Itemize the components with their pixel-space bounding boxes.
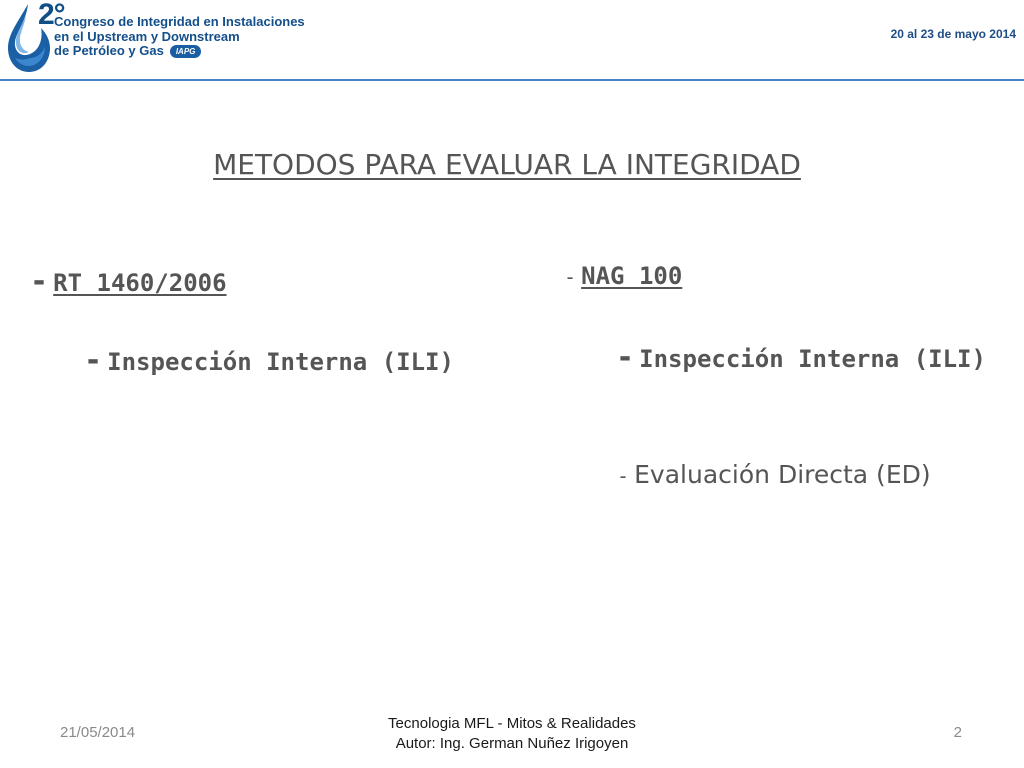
left-heading xyxy=(30,264,227,299)
bullet-dash: - xyxy=(84,343,103,378)
right-heading-label: NAG 100 xyxy=(581,262,683,290)
event-title-line-3: de Petróleo y Gas xyxy=(54,43,164,58)
bullet-dash: - xyxy=(30,264,49,299)
bullet-dash: - xyxy=(564,265,577,289)
right-item-ed-label: Evaluación Directa (ED) xyxy=(634,460,931,489)
footer-presentation-title: Tecnologia MFL - Mitos & Realidades xyxy=(388,715,636,732)
event-title-line-2: en el Upstream y Downstream xyxy=(54,28,240,44)
edition-number: 2° xyxy=(38,0,65,31)
footer-author: Autor: Ing. German Nuñez Irigoyen xyxy=(395,735,629,752)
left-item-ili-label: Inspección Interna (ILI) xyxy=(107,348,454,376)
event-title-line-1: Congreso de Integridad en Instalaciones xyxy=(54,14,305,29)
right-item-ili xyxy=(616,340,986,375)
slide-title: METODOS PARA EVALUAR LA INTEGRIDAD xyxy=(213,148,801,181)
event-title-line-3-wrap xyxy=(54,44,305,59)
footer-presentation-info xyxy=(312,714,712,754)
congress-logo xyxy=(6,0,65,74)
bullet-dash: - xyxy=(616,340,635,375)
iapg-badge: IAPG xyxy=(170,45,202,58)
bullet-dash: - xyxy=(617,464,630,488)
right-item-ili-label: Inspección Interna (ILI) xyxy=(639,345,986,373)
footer-date: 21/05/2014 xyxy=(60,724,136,741)
event-title xyxy=(54,15,305,59)
right-heading xyxy=(564,262,682,290)
left-item-ili xyxy=(84,343,454,378)
page-number: 2 xyxy=(953,724,962,741)
header-divider xyxy=(0,79,1024,81)
left-heading-label: RT 1460/2006 xyxy=(53,269,227,297)
right-item-ed xyxy=(617,460,931,489)
event-dates: 20 al 23 de mayo 2014 xyxy=(890,27,1016,41)
